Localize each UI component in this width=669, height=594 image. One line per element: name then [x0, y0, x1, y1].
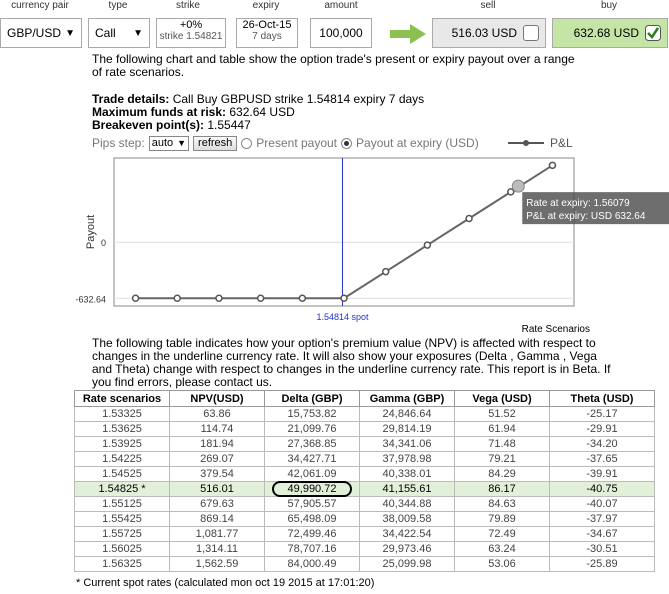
table-cell: 38,009.58: [360, 512, 455, 527]
table-cell: 25,099.98: [360, 557, 455, 572]
type-select[interactable]: [88, 18, 150, 48]
table-cell: 72,499.46: [265, 527, 360, 542]
table-cell: 42,061.09: [265, 467, 360, 482]
legend-line-icon: [508, 138, 544, 148]
strike-field[interactable]: [156, 18, 226, 48]
data-point: [549, 162, 555, 168]
dropdown-arrow-icon: ▼: [133, 27, 143, 39]
intro-text: The following chart and table show the option trade's present or expiry payout over a range of rate scenarios.: [92, 52, 575, 79]
header-buy: buy: [600, 0, 618, 11]
y-tick-label: 0: [100, 238, 106, 249]
table-row: [75, 527, 655, 542]
table-column-header: Delta (GBP): [265, 391, 360, 407]
payout-chart: [75, 154, 646, 335]
data-point: [508, 189, 514, 195]
trade-details-value: Call Buy GBPUSD strike 1.54814 expiry 7 days: [172, 92, 425, 106]
table-header-row: [75, 391, 655, 407]
table-cell: 84,000.49: [265, 557, 360, 572]
table-cell: 63.24: [455, 542, 550, 557]
table-cell: 869.14: [170, 512, 265, 527]
pips-row: [92, 136, 479, 151]
header-type: type: [108, 0, 128, 11]
table-cell: 1.56025: [75, 542, 170, 557]
greeks-table: [74, 390, 655, 572]
table-column-header: Rate scenarios: [75, 391, 170, 407]
table-cell: 1.53925: [75, 437, 170, 452]
table-cell: -29.91: [550, 422, 655, 437]
table-cell: 40,338.01: [360, 467, 455, 482]
dropdown-arrow-icon: ▼: [177, 138, 187, 148]
type-value: Call: [95, 26, 116, 40]
currency-pair-value: GBP/USD: [7, 26, 62, 40]
strike-value: strike 1.54821: [159, 31, 223, 42]
table-row: [75, 437, 655, 452]
table-column-header: Gamma (GBP): [360, 391, 455, 407]
table-cell: 53.06: [455, 557, 550, 572]
pips-label: Pips step:: [92, 136, 145, 150]
table-cell: 1.54225: [75, 452, 170, 467]
table-cell: -37.65: [550, 452, 655, 467]
table-cell: 1.56325: [75, 557, 170, 572]
table-cell: [265, 482, 360, 497]
pips-select[interactable]: [149, 136, 189, 151]
x-axis-label: Rate Scenarios: [521, 324, 590, 335]
table-row: [75, 482, 655, 497]
breakeven-label: Breakeven point(s):: [92, 118, 205, 132]
breakeven: [92, 119, 251, 132]
table-cell: 34,422.54: [360, 527, 455, 542]
table-column-header: Vega (USD): [455, 391, 550, 407]
data-point: [466, 215, 472, 221]
table-cell: 51.52: [455, 407, 550, 422]
table-cell: 379.54: [170, 467, 265, 482]
table-cell: -25.89: [550, 557, 655, 572]
table-cell: 72.49: [455, 527, 550, 542]
pips-value: auto: [151, 137, 174, 149]
legend-label: P&L: [550, 136, 573, 150]
table-cell: 79.89: [455, 512, 550, 527]
table-row: [75, 512, 655, 527]
strike-percent: +0%: [179, 19, 203, 31]
highlight-oval: 49,990.72: [272, 481, 353, 497]
table-cell: -40.75: [550, 482, 655, 497]
table-row: [75, 497, 655, 512]
table-cell: 29,973.46: [360, 542, 455, 557]
chart-legend: [508, 136, 573, 150]
table-row: [75, 407, 655, 422]
dropdown-arrow-icon: ▼: [65, 27, 75, 39]
checkmark-icon[interactable]: [645, 25, 661, 41]
breakeven-value: 1.55447: [207, 118, 251, 132]
table-cell: -34.20: [550, 437, 655, 452]
table-cell: 61.94: [455, 422, 550, 437]
table-column-header: Theta (USD): [550, 391, 655, 407]
buy-button[interactable]: [552, 18, 668, 48]
table-cell: 86.17: [455, 482, 550, 497]
expiry-date: 26-Oct-15: [242, 19, 292, 31]
present-payout-label: Present payout: [256, 136, 338, 150]
buy-price: 632.68 USD: [573, 26, 639, 40]
table-cell: 1.54525: [75, 467, 170, 482]
max-funds-value: 632.64 USD: [229, 105, 295, 119]
tooltip-line2: P&L at expiry: USD 632.64: [526, 211, 646, 223]
currency-pair-select[interactable]: [0, 18, 82, 48]
data-point: [341, 295, 347, 301]
table-cell: 21,099.76: [265, 422, 360, 437]
table-cell: 57,905.57: [265, 497, 360, 512]
expiry-days: 7 days: [252, 31, 282, 42]
table-column-header: NPV(USD): [170, 391, 265, 407]
table-cell: 516.01: [170, 482, 265, 497]
sell-checkbox[interactable]: [523, 25, 539, 41]
table-cell: -39.91: [550, 467, 655, 482]
table-row: [75, 542, 655, 557]
amount-value: 100,000: [319, 26, 363, 40]
table-cell: 84.29: [455, 467, 550, 482]
table-cell: 65,498.09: [265, 512, 360, 527]
table-description: The following table indicates how your option's premium value (NPV) is affected with respect to changes in the underline currency rate. It will also show your exposures (Delta , Gamma , Vega and Theta) change with respect to changes in the underline currency rate. This report is in Beta. If you find errors, please contact us.: [92, 336, 611, 389]
spot-label: 1.54814 spot: [316, 312, 369, 322]
table-cell: 1,314.11: [170, 542, 265, 557]
table-cell: 41,155.61: [360, 482, 455, 497]
hover-point: [512, 180, 524, 192]
trade-details-label: Trade details:: [92, 92, 170, 106]
table-cell: 79.21: [455, 452, 550, 467]
table-cell: 71.48: [455, 437, 550, 452]
tooltip-line1: Rate at expiry: 1.56079: [526, 198, 630, 210]
footnote: * Current spot rates (calculated mon oct 19 2015 at 17:01:20): [76, 577, 375, 589]
table-cell: 679.63: [170, 497, 265, 512]
table-cell: -25.17: [550, 407, 655, 422]
data-point: [258, 295, 264, 301]
expiry-payout-radio[interactable]: [341, 138, 352, 149]
table-cell: 1,081.77: [170, 527, 265, 542]
data-point: [133, 295, 139, 301]
table-cell: 63.86: [170, 407, 265, 422]
header-expiry: expiry: [252, 0, 280, 11]
data-point: [383, 269, 389, 275]
data-point: [299, 295, 305, 301]
table-cell: 269.07: [170, 452, 265, 467]
expiry-payout-label: Payout at expiry (USD): [356, 136, 479, 150]
table-cell: 24,846.64: [360, 407, 455, 422]
sell-price: 516.03 USD: [451, 26, 517, 40]
table-cell: -40.07: [550, 497, 655, 512]
table-cell: 1.55125: [75, 497, 170, 512]
table-cell: 78,707.16: [265, 542, 360, 557]
data-point: [424, 242, 430, 248]
plot-area: [114, 158, 574, 306]
table-cell: 37,978.98: [360, 452, 455, 467]
table-cell: 15,753.82: [265, 407, 360, 422]
table-cell: 34,427.71: [265, 452, 360, 467]
data-point: [216, 295, 222, 301]
table-cell: 84.63: [455, 497, 550, 512]
sell-button[interactable]: [432, 18, 546, 48]
table-row: [75, 557, 655, 572]
table-cell: 1.53325: [75, 407, 170, 422]
table-cell: 40,344.88: [360, 497, 455, 512]
table-row: [75, 422, 655, 437]
y-tick-label: -632.64: [75, 294, 106, 305]
table-cell: 1.55725: [75, 527, 170, 542]
table-cell: -37.97: [550, 512, 655, 527]
table-cell: 34,341.06: [360, 437, 455, 452]
arrow-right-icon: [390, 24, 426, 44]
table-cell: 181.94: [170, 437, 265, 452]
table-cell: 1.53625: [75, 422, 170, 437]
table-cell: 1.55425: [75, 512, 170, 527]
expiry-field[interactable]: [236, 18, 298, 48]
y-axis-label: Payout: [85, 214, 97, 250]
header-amount: amount: [324, 0, 358, 11]
table-cell: 1,562.59: [170, 557, 265, 572]
table-cell: 29,814.19: [360, 422, 455, 437]
amount-input[interactable]: [310, 18, 372, 48]
table-row: [75, 452, 655, 467]
header-strike: strike: [176, 0, 200, 11]
table-cell: -30.51: [550, 542, 655, 557]
max-funds-label: Maximum funds at risk:: [92, 105, 227, 119]
refresh-button[interactable]: refresh: [193, 136, 237, 151]
header-currency-pair: currency pair: [11, 0, 69, 11]
table-cell: -34.67: [550, 527, 655, 542]
header-sell: sell: [480, 0, 496, 11]
table-cell: 114.74: [170, 422, 265, 437]
table-cell: 27,368.85: [265, 437, 360, 452]
table-cell: 1.54825 *: [75, 482, 170, 497]
data-point: [174, 295, 180, 301]
table-row: [75, 467, 655, 482]
present-payout-radio[interactable]: [241, 138, 252, 149]
